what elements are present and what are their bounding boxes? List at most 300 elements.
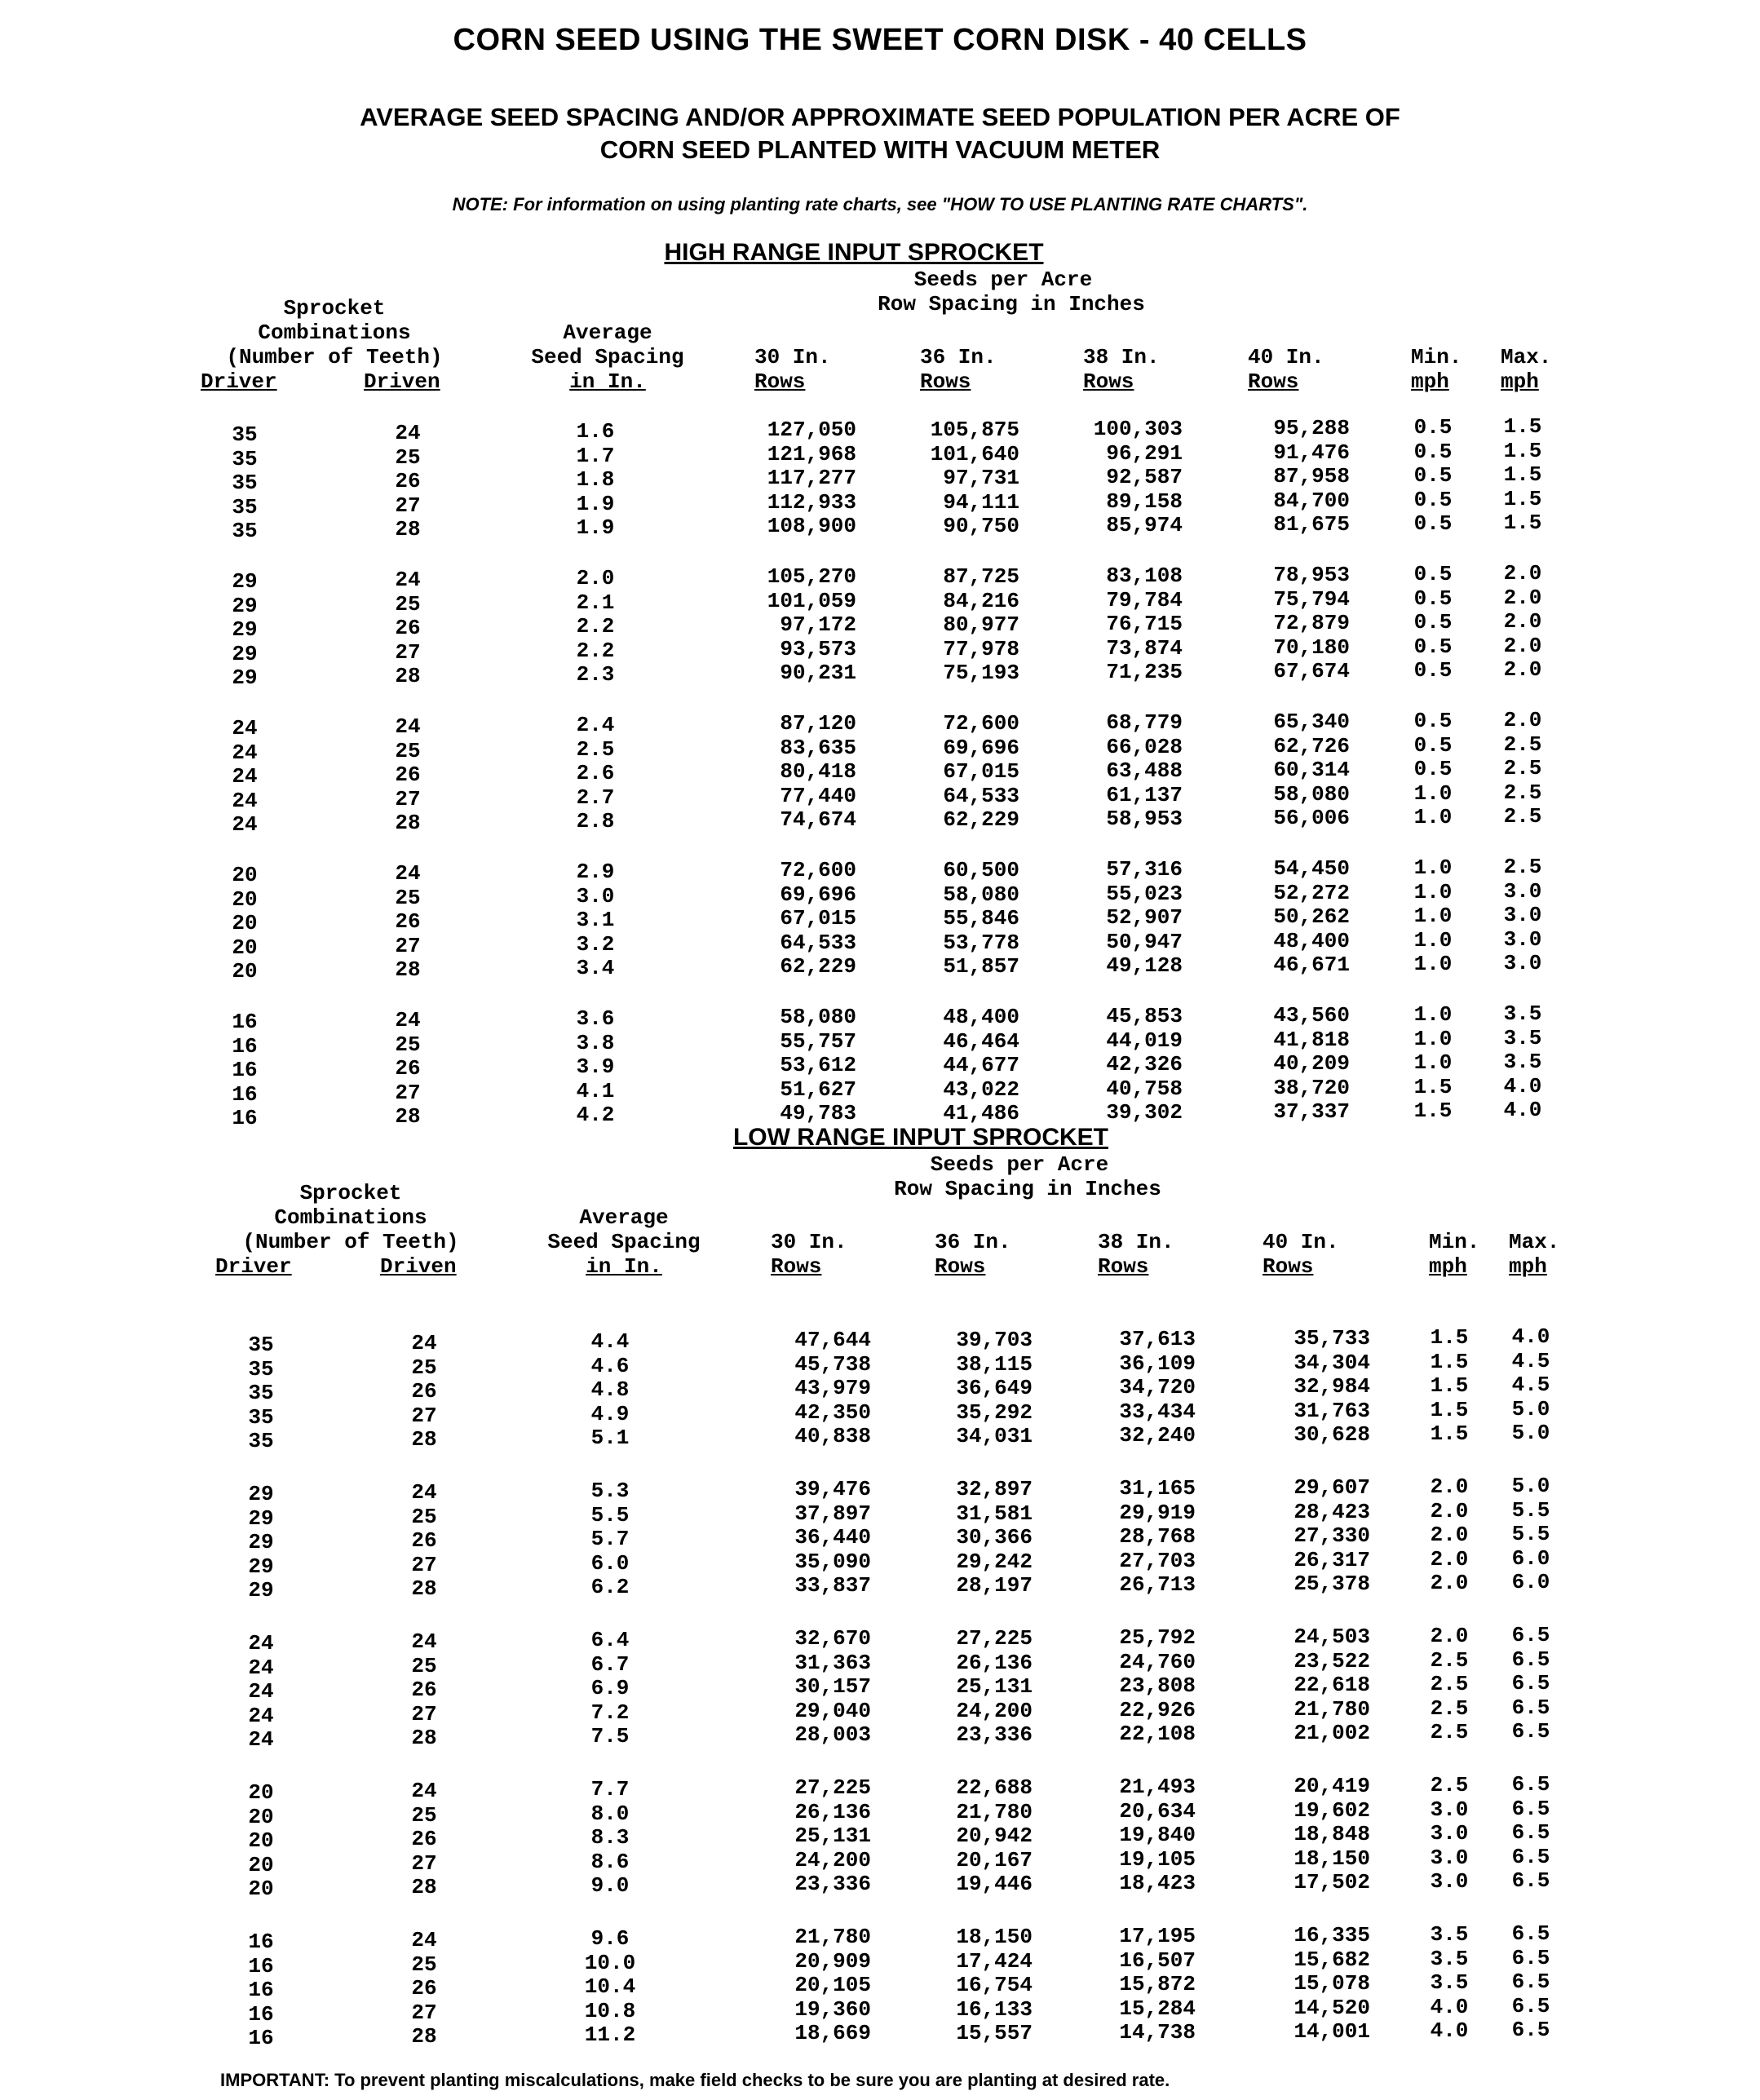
cell-min-mph: 1.0 <box>1413 927 1453 953</box>
cell-avg-spacing: 6.9 <box>590 1676 630 1701</box>
cell-driver: 29 <box>248 1578 274 1603</box>
cell-pop-36in: 58,080 <box>943 882 1019 907</box>
cell-pop-40in: 26,317 <box>1293 1547 1370 1572</box>
cell-max-mph: 2.0 <box>1503 708 1542 732</box>
cell-driver: 16 <box>232 1058 258 1083</box>
cell-pop-30in: 62,229 <box>780 954 856 979</box>
cell-driven: 27 <box>411 1403 437 1428</box>
cell-driven: 28 <box>395 1104 421 1130</box>
cell-pop-30in: 69,696 <box>780 882 856 907</box>
cell-pop-38in: 20,634 <box>1119 1798 1196 1824</box>
cell-driver: 20 <box>248 1877 274 1902</box>
cell-driver: 16 <box>248 1930 274 1954</box>
cell-pop-40in: 14,001 <box>1293 2019 1370 2045</box>
cell-pop-36in: 32,897 <box>956 1477 1033 1501</box>
cell-max-mph: 6.5 <box>1511 1623 1550 1647</box>
high-40in-rows-header: Rows <box>1248 369 1299 394</box>
cell-pop-38in: 40,758 <box>1106 1076 1183 1101</box>
cell-pop-38in: 15,284 <box>1119 1996 1196 2021</box>
cell-driven: 27 <box>395 1080 421 1105</box>
cell-pop-30in: 23,336 <box>794 1872 871 1897</box>
cell-driven: 25 <box>395 444 421 470</box>
high-range-title: HIGH RANGE INPUT SPROCKET <box>664 239 1044 266</box>
cell-max-mph: 3.0 <box>1503 878 1542 904</box>
cell-avg-spacing: 2.8 <box>576 809 615 834</box>
cell-min-mph: 1.5 <box>1430 1325 1469 1350</box>
cell-pop-38in: 29,919 <box>1119 1500 1196 1525</box>
cell-driven: 24 <box>395 714 421 739</box>
cell-driven: 27 <box>411 1552 437 1577</box>
cell-pop-36in: 53,778 <box>943 930 1019 955</box>
cell-pop-30in: 24,200 <box>794 1847 871 1872</box>
cell-pop-30in: 25,131 <box>794 1824 871 1849</box>
cell-pop-38in: 39,302 <box>1106 1100 1183 1125</box>
cell-driver: 29 <box>232 593 258 618</box>
cell-pop-36in: 30,366 <box>956 1525 1033 1550</box>
cell-pop-40in: 20,419 <box>1293 1774 1370 1798</box>
cell-driven: 25 <box>411 1504 437 1529</box>
cell-pop-38in: 100,303 <box>1093 417 1183 441</box>
cell-pop-30in: 108,900 <box>767 514 856 539</box>
cell-min-mph: 1.0 <box>1413 904 1453 929</box>
cell-pop-40in: 81,675 <box>1273 512 1350 537</box>
cell-pop-40in: 32,984 <box>1293 1374 1370 1399</box>
cell-pop-30in: 35,090 <box>794 1549 871 1574</box>
cell-driven: 27 <box>395 786 421 811</box>
cell-pop-30in: 55,757 <box>780 1028 856 1054</box>
cell-max-mph: 6.5 <box>1511 1671 1550 1696</box>
cell-max-mph: 5.0 <box>1511 1396 1550 1421</box>
cell-driven: 26 <box>411 1379 437 1404</box>
cell-pop-40in: 60,314 <box>1273 758 1350 783</box>
cell-pop-38in: 73,874 <box>1106 635 1183 661</box>
cell-pop-30in: 42,350 <box>794 1399 871 1425</box>
cell-driver: 35 <box>232 494 258 519</box>
cell-driver: 16 <box>232 1033 258 1059</box>
cell-pop-40in: 54,450 <box>1273 856 1350 881</box>
cell-pop-36in: 26,136 <box>956 1650 1033 1675</box>
cell-pop-30in: 45,738 <box>794 1351 871 1377</box>
cell-avg-spacing: 7.2 <box>590 1700 630 1725</box>
cell-pop-40in: 78,953 <box>1273 563 1350 587</box>
low-36in-header: 36 In. <box>935 1230 1011 1254</box>
high-seeds-per-acre-header: Seeds per Acre <box>913 267 1093 292</box>
cell-pop-36in: 90,750 <box>943 514 1019 539</box>
low-combinations-header: Combinations <box>274 1205 427 1230</box>
cell-driver: 35 <box>248 1333 274 1357</box>
cell-max-mph: 2.0 <box>1503 585 1542 610</box>
cell-avg-spacing: 1.8 <box>576 467 615 493</box>
cell-avg-spacing: 8.6 <box>590 1849 630 1874</box>
cell-pop-38in: 16,507 <box>1119 1947 1196 1973</box>
cell-min-mph: 1.0 <box>1413 780 1453 806</box>
cell-pop-36in: 101,640 <box>930 441 1019 466</box>
cell-pop-40in: 67,674 <box>1273 659 1350 684</box>
cell-driver: 16 <box>248 1953 274 1978</box>
cell-max-mph: 6.5 <box>1511 1820 1550 1846</box>
cell-max-mph: 3.0 <box>1503 926 1542 952</box>
cell-pop-30in: 83,635 <box>780 735 856 760</box>
cell-driven: 27 <box>411 2000 437 2025</box>
cell-pop-38in: 89,158 <box>1106 489 1183 514</box>
cell-pop-38in: 19,105 <box>1119 1846 1196 1872</box>
cell-min-mph: 1.0 <box>1413 805 1453 830</box>
cell-min-mph: 1.5 <box>1430 1349 1469 1374</box>
cell-pop-40in: 56,006 <box>1273 806 1350 831</box>
cell-max-mph: 6.5 <box>1511 1868 1550 1894</box>
low-range-title: LOW RANGE INPUT SPROCKET <box>732 1124 1108 1151</box>
cell-pop-30in: 97,172 <box>780 612 856 638</box>
cell-min-mph: 3.0 <box>1430 1845 1469 1870</box>
cell-pop-36in: 51,857 <box>943 954 1019 979</box>
cell-pop-40in: 27,330 <box>1293 1523 1370 1549</box>
low-seed-spacing-header: Seed Spacing <box>547 1230 701 1254</box>
cell-avg-spacing: 5.5 <box>590 1502 630 1527</box>
cell-pop-38in: 19,840 <box>1119 1823 1196 1848</box>
cell-pop-36in: 72,600 <box>943 711 1019 736</box>
cell-pop-38in: 45,853 <box>1106 1004 1183 1028</box>
cell-driven: 25 <box>411 1355 437 1380</box>
cell-avg-spacing: 2.5 <box>576 736 615 762</box>
cell-pop-40in: 31,763 <box>1293 1398 1370 1423</box>
cell-pop-38in: 22,926 <box>1119 1697 1196 1722</box>
cell-pop-36in: 84,216 <box>943 588 1019 613</box>
cell-pop-30in: 31,363 <box>794 1650 871 1675</box>
cell-max-mph: 1.5 <box>1503 462 1542 488</box>
cell-driven: 28 <box>395 957 421 983</box>
cell-pop-38in: 26,713 <box>1119 1572 1196 1598</box>
low-in-in-header: in In. <box>586 1254 662 1279</box>
cell-driver: 20 <box>232 863 258 887</box>
high-combinations-header: Combinations <box>258 321 411 345</box>
cell-min-mph: 1.0 <box>1413 952 1453 977</box>
cell-pop-36in: 25,131 <box>956 1674 1033 1700</box>
cell-pop-38in: 96,291 <box>1106 440 1183 466</box>
cell-avg-spacing: 2.2 <box>576 614 615 639</box>
cell-pop-38in: 55,023 <box>1106 881 1183 906</box>
cell-pop-40in: 40,209 <box>1273 1051 1350 1077</box>
cell-max-mph: 6.5 <box>1511 1970 1550 1995</box>
cell-pop-36in: 60,500 <box>943 858 1019 882</box>
subtitle-line-1: AVERAGE SEED SPACING AND/OR APPROXIMATE SEED POPULATION PER ACRE OF <box>360 103 1400 131</box>
cell-pop-36in: 43,022 <box>943 1077 1019 1102</box>
cell-driver: 20 <box>232 911 258 936</box>
cell-avg-spacing: 4.1 <box>576 1078 615 1103</box>
cell-pop-40in: 21,780 <box>1293 1696 1370 1722</box>
cell-pop-36in: 80,977 <box>943 612 1019 638</box>
cell-pop-40in: 21,002 <box>1293 1721 1370 1746</box>
cell-driver: 29 <box>248 1505 274 1531</box>
cell-pop-40in: 18,848 <box>1293 1822 1370 1847</box>
cell-min-mph: 2.0 <box>1430 1624 1469 1648</box>
cell-pop-38in: 36,109 <box>1119 1351 1196 1376</box>
cell-pop-30in: 58,080 <box>780 1005 856 1029</box>
cell-driver: 20 <box>232 935 258 960</box>
cell-pop-40in: 91,476 <box>1273 440 1350 465</box>
cell-avg-spacing: 10.8 <box>584 1998 636 2023</box>
cell-pop-38in: 24,760 <box>1119 1649 1196 1674</box>
cell-max-mph: 5.5 <box>1511 1522 1550 1547</box>
cell-driver: 20 <box>232 886 258 912</box>
high-seed-spacing-header: Seed Spacing <box>531 345 684 369</box>
cell-min-mph: 4.0 <box>1430 1994 1469 2019</box>
cell-driver: 16 <box>248 1978 274 2003</box>
low-average-header: Average <box>579 1205 669 1230</box>
cell-driver: 20 <box>232 959 258 984</box>
cell-pop-36in: 23,336 <box>956 1722 1033 1748</box>
cell-pop-30in: 112,933 <box>767 489 856 515</box>
cell-max-mph: 2.0 <box>1503 657 1542 683</box>
cell-pop-38in: 50,947 <box>1106 929 1183 954</box>
cell-max-mph: 1.5 <box>1503 414 1542 439</box>
cell-driver: 16 <box>248 2026 274 2051</box>
cell-avg-spacing: 2.2 <box>576 638 615 663</box>
cell-min-mph: 0.5 <box>1413 610 1453 635</box>
cell-avg-spacing: 3.1 <box>576 908 615 933</box>
cell-avg-spacing: 7.7 <box>590 1777 630 1802</box>
page-title: CORN SEED USING THE SWEET CORN DISK - 40 CELLS <box>453 23 1307 57</box>
cell-pop-36in: 28,197 <box>956 1573 1033 1598</box>
cell-pop-30in: 29,040 <box>794 1698 871 1723</box>
low-max-header: Max. <box>1509 1230 1560 1254</box>
cell-pop-36in: 31,581 <box>956 1501 1033 1526</box>
cell-pop-30in: 72,600 <box>780 858 856 882</box>
high-in-in-header: in In. <box>569 369 646 394</box>
cell-max-mph: 2.0 <box>1503 633 1542 658</box>
cell-pop-40in: 29,607 <box>1293 1475 1370 1500</box>
cell-driver: 20 <box>248 1828 274 1854</box>
cell-pop-36in: 18,150 <box>956 1925 1033 1949</box>
cell-pop-40in: 19,602 <box>1293 1797 1370 1823</box>
high-min-mph-header: mph <box>1411 369 1449 394</box>
cell-pop-30in: 40,838 <box>794 1424 871 1449</box>
cell-pop-36in: 87,725 <box>943 564 1019 589</box>
cell-driver: 35 <box>232 471 258 496</box>
cell-pop-36in: 16,754 <box>956 1973 1033 1998</box>
cell-min-mph: 1.0 <box>1413 855 1453 880</box>
cell-pop-40in: 95,288 <box>1273 416 1350 440</box>
cell-driver: 20 <box>248 1780 274 1805</box>
cell-pop-38in: 32,240 <box>1119 1423 1196 1448</box>
cell-pop-38in: 17,195 <box>1119 1924 1196 1948</box>
cell-driven: 26 <box>395 909 421 935</box>
cell-avg-spacing: 3.9 <box>576 1054 615 1080</box>
cell-pop-36in: 20,942 <box>956 1824 1033 1849</box>
cell-pop-38in: 63,488 <box>1106 758 1183 784</box>
cell-pop-36in: 69,696 <box>943 735 1019 760</box>
cell-pop-38in: 14,738 <box>1119 2020 1196 2045</box>
cell-pop-36in: 67,015 <box>943 759 1019 785</box>
cell-max-mph: 5.0 <box>1511 1421 1550 1446</box>
cell-pop-40in: 58,080 <box>1273 781 1350 807</box>
cell-pop-30in: 28,003 <box>794 1722 871 1748</box>
cell-min-mph: 0.5 <box>1413 757 1453 782</box>
cell-pop-30in: 43,979 <box>794 1376 871 1401</box>
low-30in-header: 30 In. <box>771 1230 847 1254</box>
cell-pop-38in: 15,872 <box>1119 1972 1196 1997</box>
cell-min-mph: 3.5 <box>1430 1922 1469 1947</box>
cell-min-mph: 0.5 <box>1413 562 1453 586</box>
cell-max-mph: 6.5 <box>1511 1945 1550 1970</box>
cell-driven: 25 <box>411 1653 437 1678</box>
cell-driven: 28 <box>395 664 421 689</box>
cell-pop-40in: 35,733 <box>1293 1326 1370 1351</box>
cell-pop-38in: 37,613 <box>1119 1327 1196 1351</box>
cell-pop-30in: 51,627 <box>780 1077 856 1102</box>
cell-pop-30in: 77,440 <box>780 783 856 808</box>
cell-pop-36in: 22,688 <box>956 1775 1033 1800</box>
cell-pop-40in: 84,700 <box>1273 488 1350 513</box>
cell-min-mph: 2.0 <box>1430 1523 1469 1548</box>
cell-avg-spacing: 2.7 <box>576 785 615 810</box>
cell-driven: 24 <box>411 1779 437 1803</box>
cell-pop-36in: 55,846 <box>943 906 1019 931</box>
cell-pop-38in: 68,779 <box>1106 710 1183 735</box>
cell-pop-30in: 20,105 <box>794 1973 871 1998</box>
cell-pop-38in: 44,019 <box>1106 1028 1183 1053</box>
cell-pop-30in: 49,783 <box>780 1101 856 1126</box>
cell-driver: 35 <box>232 519 258 544</box>
cell-max-mph: 6.5 <box>1511 1647 1550 1672</box>
cell-pop-40in: 15,078 <box>1293 1971 1370 1996</box>
cell-driver: 16 <box>232 1106 258 1131</box>
cell-driven: 26 <box>411 1528 437 1554</box>
cell-pop-38in: 49,128 <box>1106 953 1183 979</box>
cell-pop-38in: 66,028 <box>1106 734 1183 759</box>
low-40in-rows-header: Rows <box>1263 1254 1314 1279</box>
cell-driven: 24 <box>395 861 421 886</box>
cell-min-mph: 2.0 <box>1430 1571 1469 1596</box>
cell-pop-38in: 42,326 <box>1106 1052 1183 1077</box>
cell-pop-38in: 18,423 <box>1119 1871 1196 1896</box>
cell-min-mph: 0.5 <box>1413 732 1453 758</box>
cell-driver: 24 <box>232 740 258 765</box>
cell-pop-30in: 47,644 <box>794 1328 871 1352</box>
cell-pop-30in: 26,136 <box>794 1799 871 1824</box>
cell-driven: 27 <box>395 933 421 958</box>
cell-pop-30in: 64,533 <box>780 930 856 955</box>
cell-avg-spacing: 3.6 <box>576 1006 615 1031</box>
cell-pop-38in: 57,316 <box>1106 857 1183 882</box>
cell-pop-40in: 62,726 <box>1273 733 1350 758</box>
cell-pop-40in: 34,304 <box>1293 1350 1370 1375</box>
cell-max-mph: 3.5 <box>1503 1001 1542 1026</box>
cell-driven: 26 <box>411 1827 437 1852</box>
cell-pop-40in: 25,378 <box>1293 1572 1370 1597</box>
cell-avg-spacing: 1.6 <box>576 419 615 444</box>
cell-avg-spacing: 10.4 <box>584 1974 636 2000</box>
cell-avg-spacing: 2.3 <box>576 662 615 687</box>
cell-max-mph: 4.5 <box>1511 1373 1550 1398</box>
cell-max-mph: 2.5 <box>1503 855 1542 879</box>
subtitle-line-2: CORN SEED PLANTED WITH VACUUM METER <box>599 135 1161 164</box>
cell-pop-38in: 58,953 <box>1106 807 1183 832</box>
cell-pop-36in: 39,703 <box>956 1328 1033 1352</box>
cell-pop-36in: 17,424 <box>956 1948 1033 1974</box>
cell-pop-30in: 90,231 <box>780 661 856 686</box>
cell-driven: 24 <box>395 421 421 445</box>
cell-avg-spacing: 9.0 <box>590 1873 630 1899</box>
cell-max-mph: 4.0 <box>1503 1098 1542 1123</box>
cell-pop-38in: 22,108 <box>1119 1722 1196 1747</box>
cell-max-mph: 2.5 <box>1503 756 1542 781</box>
cell-pop-36in: 75,193 <box>943 661 1019 686</box>
cell-driver: 35 <box>248 1356 274 1382</box>
cell-driven: 28 <box>395 811 421 836</box>
low-38in-header: 38 In. <box>1098 1230 1174 1254</box>
cell-pop-36in: 41,486 <box>943 1101 1019 1126</box>
cell-pop-38in: 71,235 <box>1106 660 1183 685</box>
cell-avg-spacing: 4.8 <box>590 1377 630 1403</box>
cell-max-mph: 6.5 <box>1511 1993 1550 2018</box>
cell-pop-40in: 43,560 <box>1273 1003 1350 1028</box>
cell-max-mph: 3.5 <box>1503 1050 1542 1075</box>
high-30in-rows-header: Rows <box>754 369 806 394</box>
cell-pop-30in: 93,573 <box>780 636 856 661</box>
cell-pop-36in: 36,649 <box>956 1376 1033 1401</box>
cell-driven: 26 <box>395 763 421 788</box>
high-max-mph-header: mph <box>1501 369 1539 394</box>
cell-driven: 27 <box>395 493 421 518</box>
cell-avg-spacing: 2.0 <box>576 566 615 590</box>
cell-pop-40in: 18,150 <box>1293 1846 1370 1871</box>
cell-pop-36in: 105,875 <box>930 418 1019 442</box>
cell-min-mph: 2.5 <box>1430 1773 1469 1797</box>
cell-max-mph: 5.5 <box>1511 1497 1550 1523</box>
cell-max-mph: 1.5 <box>1503 438 1542 463</box>
high-max-header: Max. <box>1501 345 1552 369</box>
high-30in-header: 30 In. <box>754 345 831 369</box>
cell-driven: 27 <box>411 1850 437 1876</box>
cell-pop-30in: 105,270 <box>767 564 856 589</box>
cell-driver: 29 <box>248 1554 274 1579</box>
cell-driven: 25 <box>395 885 421 910</box>
cell-pop-38in: 61,137 <box>1106 782 1183 807</box>
cell-driver: 29 <box>248 1482 274 1506</box>
cell-driven: 25 <box>411 1952 437 1977</box>
cell-pop-30in: 30,157 <box>794 1674 871 1700</box>
cell-avg-spacing: 6.0 <box>590 1550 630 1576</box>
cell-pop-30in: 127,050 <box>767 418 856 442</box>
cell-min-mph: 0.5 <box>1413 634 1453 659</box>
cell-min-mph: 3.5 <box>1430 1970 1469 1996</box>
cell-driver: 35 <box>248 1381 274 1406</box>
cell-pop-36in: 34,031 <box>956 1424 1033 1449</box>
cell-min-mph: 1.0 <box>1413 1026 1453 1051</box>
low-driven-header: Driven <box>380 1254 457 1279</box>
cell-pop-38in: 92,587 <box>1106 465 1183 490</box>
cell-avg-spacing: 6.4 <box>590 1628 630 1652</box>
cell-max-mph: 6.5 <box>1511 2018 1550 2043</box>
cell-pop-38in: 27,703 <box>1119 1548 1196 1573</box>
cell-pop-38in: 83,108 <box>1106 564 1183 588</box>
cell-max-mph: 4.0 <box>1511 1324 1550 1349</box>
cell-pop-30in: 18,669 <box>794 2021 871 2046</box>
cell-pop-40in: 15,682 <box>1293 1947 1370 1972</box>
high-sprocket-header: Sprocket <box>283 296 386 321</box>
cell-pop-30in: 21,780 <box>794 1925 871 1949</box>
cell-min-mph: 1.0 <box>1413 1050 1453 1076</box>
cell-avg-spacing: 11.2 <box>584 2023 636 2048</box>
cell-avg-spacing: 4.6 <box>590 1353 630 1378</box>
cell-driven: 26 <box>411 1678 437 1703</box>
cell-avg-spacing: 3.8 <box>576 1030 615 1055</box>
cell-pop-30in: 117,277 <box>767 466 856 491</box>
cell-pop-38in: 34,720 <box>1119 1375 1196 1400</box>
cell-driven: 24 <box>411 1331 437 1355</box>
high-36in-header: 36 In. <box>920 345 997 369</box>
cell-max-mph: 1.5 <box>1503 511 1542 536</box>
